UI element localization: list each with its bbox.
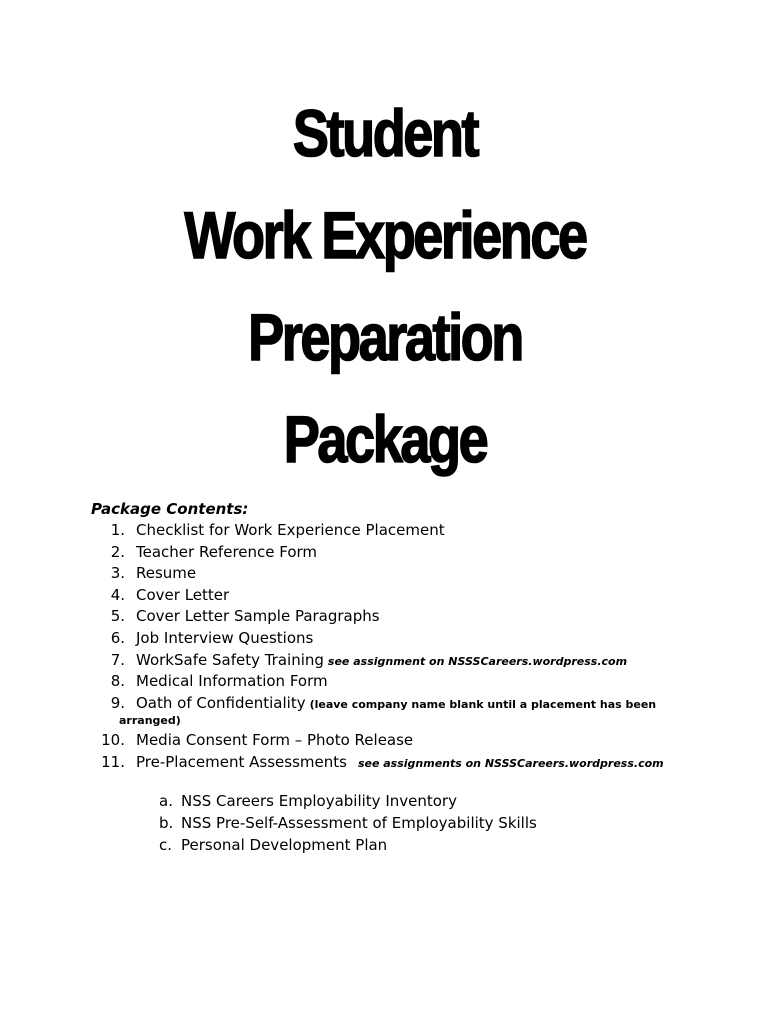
item-number: 7.	[110, 650, 125, 669]
item-number: 10.	[101, 731, 125, 750]
list-item	[91, 628, 691, 650]
sub-list-item	[91, 790, 691, 812]
item-text: Pre-Placement Assessments	[136, 752, 347, 771]
item-text: Medical Information Form	[136, 672, 328, 691]
list-item	[91, 520, 691, 542]
item-text: Resume	[136, 564, 197, 583]
list-item	[91, 730, 691, 752]
item-note: see assignment on NSSSCareers.wordpress.com	[327, 654, 628, 668]
item-text: Oath of Confidentiality	[136, 693, 306, 712]
item-number: 3.	[110, 564, 125, 583]
item-number: 6.	[110, 628, 125, 647]
item-text: Job Interview Questions	[136, 628, 314, 647]
list-item	[91, 542, 691, 564]
item-text: Teacher Reference Form	[136, 542, 318, 561]
list-item	[91, 650, 691, 672]
item-number: 11.	[101, 752, 125, 771]
item-text: WorkSafe Safety Training	[136, 650, 324, 669]
item-note-continuation: arranged)	[119, 714, 181, 728]
package-contents	[91, 499, 691, 856]
item-number: 4.	[110, 585, 125, 604]
item-number: 1.	[110, 521, 125, 539]
sub-item-text: NSS Pre-Self-Assessment of Employability Skills	[181, 813, 537, 832]
list-item	[91, 752, 691, 774]
item-text: Cover Letter	[136, 585, 230, 604]
item-text-with-note	[136, 650, 627, 673]
item-note: (leave company name blank until a placement has been	[309, 697, 657, 711]
sub-item-text: NSS Careers Employability Inventory	[181, 791, 457, 810]
item-number: 5.	[110, 607, 125, 626]
item-text-with-note	[136, 693, 656, 716]
item-number: 9.	[110, 693, 125, 712]
sub-list-item	[91, 812, 691, 834]
item-text: Checklist for Work Experience Placement	[136, 521, 445, 539]
item-number: 8.	[110, 672, 125, 691]
item-text: Cover Letter Sample Paragraphs	[136, 607, 380, 626]
document-title	[0, 96, 770, 508]
list-item	[91, 563, 691, 585]
list-item	[91, 585, 691, 607]
contents-heading: Package Contents:	[91, 500, 249, 518]
sub-list-item	[91, 834, 691, 856]
title-line-3: Preparation	[248, 300, 522, 374]
item-note: see assignments on NSSSCareers.wordpress.com	[357, 756, 664, 770]
sub-item-letter: a.	[159, 791, 173, 810]
list-item	[91, 693, 691, 715]
item-number: 2.	[110, 542, 125, 561]
list-item	[91, 606, 691, 628]
sub-item-letter: b.	[159, 813, 174, 832]
item-text-with-note	[136, 752, 664, 775]
item-text: Media Consent Form – Photo Release	[136, 731, 414, 750]
title-line-1: Student	[292, 96, 478, 170]
title-line-2: Work Experience	[184, 198, 586, 272]
sub-list	[91, 790, 691, 856]
sub-item-text: Personal Development Plan	[181, 835, 388, 854]
list-item	[91, 671, 691, 693]
title-line-4: Package	[283, 402, 487, 476]
sub-item-letter: c.	[159, 835, 173, 854]
